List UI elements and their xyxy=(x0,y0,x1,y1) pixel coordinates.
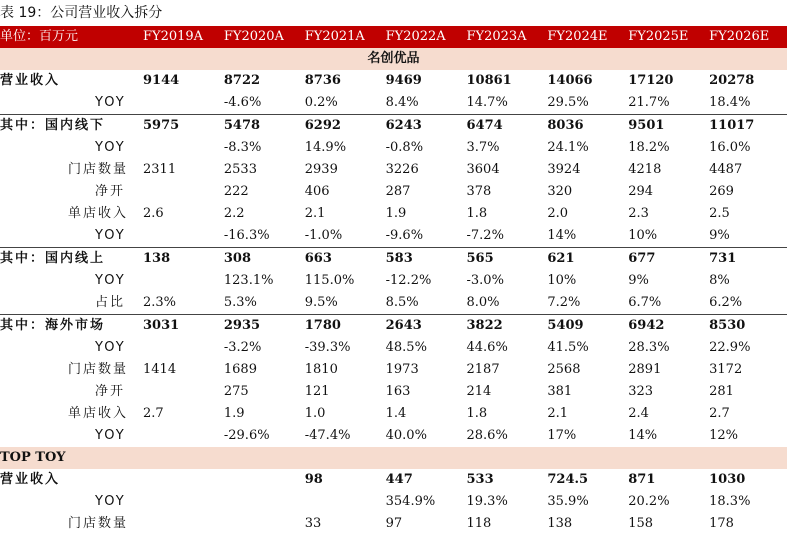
table-cell: 12% xyxy=(709,428,739,443)
table-cell: 8722 xyxy=(223,73,261,88)
table-cell: -1.0% xyxy=(304,228,343,243)
table-cell: 17% xyxy=(547,428,577,443)
table-cell: 3226 xyxy=(385,162,419,177)
table-cell: 158 xyxy=(628,516,654,531)
table-cell xyxy=(221,491,302,513)
year-header: FY2024E xyxy=(544,26,625,48)
table-cell: 14.7% xyxy=(466,95,508,110)
table-cell: 14.9% xyxy=(304,140,347,155)
table-cell: 22.9% xyxy=(709,340,751,355)
row-label: 其中：海外市场 xyxy=(0,315,140,338)
row-label: 占比 xyxy=(95,295,126,310)
table-cell xyxy=(140,137,221,159)
year-header: FY2026E xyxy=(706,26,787,48)
table-cell: 10% xyxy=(547,273,577,288)
table-cell: 3924 xyxy=(547,162,581,177)
table-cell: 18.3% xyxy=(709,494,751,509)
table-cell: 533 xyxy=(466,472,494,487)
row-label: 净开 xyxy=(95,384,126,399)
table-cell: 29.5% xyxy=(547,95,589,110)
table-cell: 14066 xyxy=(547,73,593,88)
table-cell: 9% xyxy=(709,228,730,243)
table-cell: 40.0% xyxy=(385,428,427,443)
table-row xyxy=(0,270,787,292)
table-cell: 378 xyxy=(466,184,492,199)
brand-section-label: 名创优品 xyxy=(0,48,787,70)
row-label: 门店数量 xyxy=(68,162,129,177)
table-cell: 8736 xyxy=(304,73,341,88)
table-cell: 8% xyxy=(709,273,730,288)
table-cell xyxy=(140,469,221,491)
table-cell: 14% xyxy=(628,428,658,443)
table-row xyxy=(0,315,787,338)
table-cell: 178 xyxy=(709,516,734,531)
table-cell: 7.2% xyxy=(547,295,581,310)
table-cell: 1.0 xyxy=(304,406,326,421)
table-row xyxy=(0,381,787,403)
table-cell: 281 xyxy=(709,384,734,399)
row-label: YOY xyxy=(95,95,126,110)
row-label: YOY xyxy=(95,428,126,443)
table-cell: 16.0% xyxy=(709,140,751,155)
table-cell: 8.0% xyxy=(466,295,500,310)
table-cell: 1030 xyxy=(709,472,746,487)
table-row xyxy=(0,225,787,248)
table-cell: 9144 xyxy=(143,73,180,88)
table-row xyxy=(0,513,787,535)
row-label: 门店数量 xyxy=(68,362,129,377)
table-cell: 8.5% xyxy=(385,295,419,310)
table-row xyxy=(0,137,787,159)
table-cell: 8036 xyxy=(544,115,625,138)
table-cell: 6.2% xyxy=(709,295,743,310)
table-cell: 320 xyxy=(547,184,573,199)
table-cell: 10861 xyxy=(466,73,512,88)
table-cell: 3172 xyxy=(709,362,743,377)
table-cell: 35.9% xyxy=(547,494,589,509)
table-cell: 2.7 xyxy=(709,406,730,421)
table-cell: 20278 xyxy=(709,73,755,88)
table-cell: 20.2% xyxy=(628,494,670,509)
table-cell: 5.3% xyxy=(223,295,257,310)
topbar-section-row xyxy=(0,447,787,469)
table-caption: 表 19：公司营业收入拆分 xyxy=(0,5,163,21)
table-cell: 214 xyxy=(466,384,492,399)
table-cell: 1.4 xyxy=(385,406,407,421)
table-cell: 381 xyxy=(547,384,573,399)
table-cell xyxy=(221,469,302,491)
year-header: FY2025E xyxy=(625,26,706,48)
table-cell: 354.9% xyxy=(385,494,436,509)
table-cell: 138 xyxy=(547,516,573,531)
table-row xyxy=(0,248,787,271)
table-cell: 19.3% xyxy=(466,494,508,509)
table-cell: 163 xyxy=(385,384,411,399)
table-cell xyxy=(140,270,221,292)
table-cell: 1.8 xyxy=(466,406,488,421)
table-cell: 621 xyxy=(544,248,625,271)
table-cell: 1780 xyxy=(302,315,383,338)
table-cell: 2.7 xyxy=(143,406,164,421)
table-cell: 731 xyxy=(706,248,787,271)
table-cell: 21.7% xyxy=(628,95,670,110)
table-cell: 871 xyxy=(628,472,656,487)
table-cell: 3031 xyxy=(140,315,221,338)
table-cell: 10% xyxy=(628,228,658,243)
table-cell: 2533 xyxy=(223,162,257,177)
table-cell: 28.3% xyxy=(628,340,670,355)
table-cell: -7.2% xyxy=(466,228,504,243)
topbar-section-label: TOP TOY xyxy=(0,447,787,469)
table-cell: 17120 xyxy=(628,73,674,88)
table-cell: 33 xyxy=(304,516,322,531)
table-cell: -0.8% xyxy=(385,140,424,155)
table-cell: 24.1% xyxy=(547,140,589,155)
table-cell xyxy=(140,381,221,403)
row-label: 门店数量 xyxy=(68,516,129,531)
table-cell: 2643 xyxy=(383,315,464,338)
table-cell: 323 xyxy=(628,384,654,399)
year-header: FY2020A xyxy=(221,26,302,48)
brand-section-row xyxy=(0,48,787,70)
row-label: 营业收入 xyxy=(0,472,61,487)
table-cell: -8.3% xyxy=(223,140,262,155)
table-cell: -12.2% xyxy=(385,273,432,288)
table-cell: 406 xyxy=(304,184,330,199)
row-label: 其中：国内线下 xyxy=(0,115,140,138)
table-cell: 2.1 xyxy=(547,406,569,421)
table-row xyxy=(0,469,787,491)
table-cell: 447 xyxy=(385,472,413,487)
table-cell: 3822 xyxy=(464,315,545,338)
row-label: 单店收入 xyxy=(68,206,129,221)
table-cell: 4487 xyxy=(709,162,743,177)
row-label: YOY xyxy=(95,273,126,288)
table-cell: 308 xyxy=(221,248,302,271)
table-cell: 583 xyxy=(383,248,464,271)
table-row xyxy=(0,70,787,92)
table-cell: 9469 xyxy=(385,73,422,88)
table-cell: 2187 xyxy=(466,362,500,377)
table-cell xyxy=(140,181,221,203)
table-cell: 5478 xyxy=(221,115,302,138)
table-cell: 1.9 xyxy=(385,206,407,221)
row-label: 其中：国内线上 xyxy=(0,248,140,271)
year-header: FY2023A xyxy=(464,26,545,48)
table-cell: -3.2% xyxy=(223,340,262,355)
table-cell xyxy=(140,425,221,447)
table-cell: 98 xyxy=(304,472,323,487)
table-cell: 2935 xyxy=(221,315,302,338)
table-cell: -16.3% xyxy=(223,228,270,243)
table-cell: 18.2% xyxy=(628,140,670,155)
table-row xyxy=(0,159,787,181)
table-cell: 11017 xyxy=(706,115,787,138)
table-cell: -29.6% xyxy=(223,428,270,443)
table-cell: 3.7% xyxy=(466,140,500,155)
table-row xyxy=(0,491,787,513)
table-cell xyxy=(140,513,221,535)
table-cell xyxy=(140,92,221,115)
table-cell xyxy=(140,491,221,513)
row-label: 营业收入 xyxy=(0,73,61,88)
table-row xyxy=(0,359,787,381)
table-cell: 287 xyxy=(385,184,411,199)
table-cell: 275 xyxy=(223,384,249,399)
table-cell: 1689 xyxy=(223,362,257,377)
table-cell: 4218 xyxy=(628,162,662,177)
table-cell: 28.6% xyxy=(466,428,508,443)
table-cell: 9% xyxy=(628,273,649,288)
table-row xyxy=(0,403,787,425)
table-cell: 2.0 xyxy=(547,206,569,221)
row-label: YOY xyxy=(95,494,126,509)
table-cell: 2891 xyxy=(628,362,662,377)
table-cell: 2.6 xyxy=(143,206,164,221)
row-label: YOY xyxy=(95,140,126,155)
table-cell: 44.6% xyxy=(466,340,508,355)
table-cell: 9501 xyxy=(625,115,706,138)
table-cell: 2939 xyxy=(304,162,338,177)
year-header: FY2021A xyxy=(302,26,383,48)
table-cell: 6.7% xyxy=(628,295,662,310)
table-cell: -39.3% xyxy=(304,340,351,355)
table-cell: 2.2 xyxy=(223,206,245,221)
table-cell: 138 xyxy=(140,248,221,271)
table-cell: 2568 xyxy=(547,362,581,377)
table-cell: -4.6% xyxy=(223,95,262,110)
table-cell: 269 xyxy=(709,184,734,199)
table-cell: 8530 xyxy=(706,315,787,338)
table-cell: 121 xyxy=(304,384,330,399)
table-row xyxy=(0,337,787,359)
table-row xyxy=(0,92,787,115)
table-cell: 2.1 xyxy=(304,206,326,221)
table-cell: 9.5% xyxy=(304,295,338,310)
table-row xyxy=(0,292,787,315)
table-cell: 2.3% xyxy=(143,295,177,310)
year-header: FY2019A xyxy=(140,26,221,48)
table-cell: 724.5 xyxy=(547,472,589,487)
table-cell: 3604 xyxy=(466,162,500,177)
row-label: 净开 xyxy=(95,184,126,199)
table-cell: 14% xyxy=(547,228,577,243)
table-cell: 1.9 xyxy=(223,406,245,421)
table-cell: 2.5 xyxy=(709,206,730,221)
header-row xyxy=(0,26,787,48)
table-cell: 6942 xyxy=(625,315,706,338)
table-cell: 1.8 xyxy=(466,206,488,221)
revenue-breakdown-table xyxy=(0,26,787,535)
table-cell: 123.1% xyxy=(223,273,274,288)
row-label: 单店收入 xyxy=(68,406,129,421)
table-cell: 41.5% xyxy=(547,340,589,355)
table-cell: 1414 xyxy=(143,362,177,377)
table-cell: -3.0% xyxy=(466,273,504,288)
table-cell xyxy=(140,337,221,359)
table-cell: 6474 xyxy=(464,115,545,138)
table-cell: 1810 xyxy=(304,362,338,377)
table-cell: 6292 xyxy=(302,115,383,138)
table-cell: 118 xyxy=(466,516,492,531)
table-cell: 2311 xyxy=(143,162,177,177)
table-cell: 5409 xyxy=(544,315,625,338)
row-label: YOY xyxy=(95,340,126,355)
table-cell: 8.4% xyxy=(385,95,419,110)
table-cell: 2.3 xyxy=(628,206,649,221)
year-header: FY2022A xyxy=(383,26,464,48)
table-row xyxy=(0,115,787,138)
table-cell: 2.4 xyxy=(628,406,649,421)
table-row xyxy=(0,181,787,203)
table-cell xyxy=(221,513,302,535)
table-cell: 663 xyxy=(302,248,383,271)
table-cell: 48.5% xyxy=(385,340,427,355)
table-cell: 565 xyxy=(464,248,545,271)
table-cell: 222 xyxy=(223,184,249,199)
table-cell: 5975 xyxy=(140,115,221,138)
table-row xyxy=(0,425,787,447)
table-cell: -47.4% xyxy=(304,428,351,443)
table-cell: 115.0% xyxy=(304,273,355,288)
table-cell: 0.2% xyxy=(304,95,338,110)
table-cell: 294 xyxy=(628,184,654,199)
table-cell: 97 xyxy=(385,516,403,531)
table-cell xyxy=(302,491,383,513)
table-cell: 6243 xyxy=(383,115,464,138)
table-cell: 18.4% xyxy=(709,95,751,110)
table-cell: 1973 xyxy=(385,362,419,377)
table-cell: -9.6% xyxy=(385,228,424,243)
table-cell xyxy=(140,225,221,248)
table-row xyxy=(0,203,787,225)
unit-label: 单位：百万元 xyxy=(0,26,140,48)
table-cell: 677 xyxy=(625,248,706,271)
row-label: YOY xyxy=(95,228,126,243)
